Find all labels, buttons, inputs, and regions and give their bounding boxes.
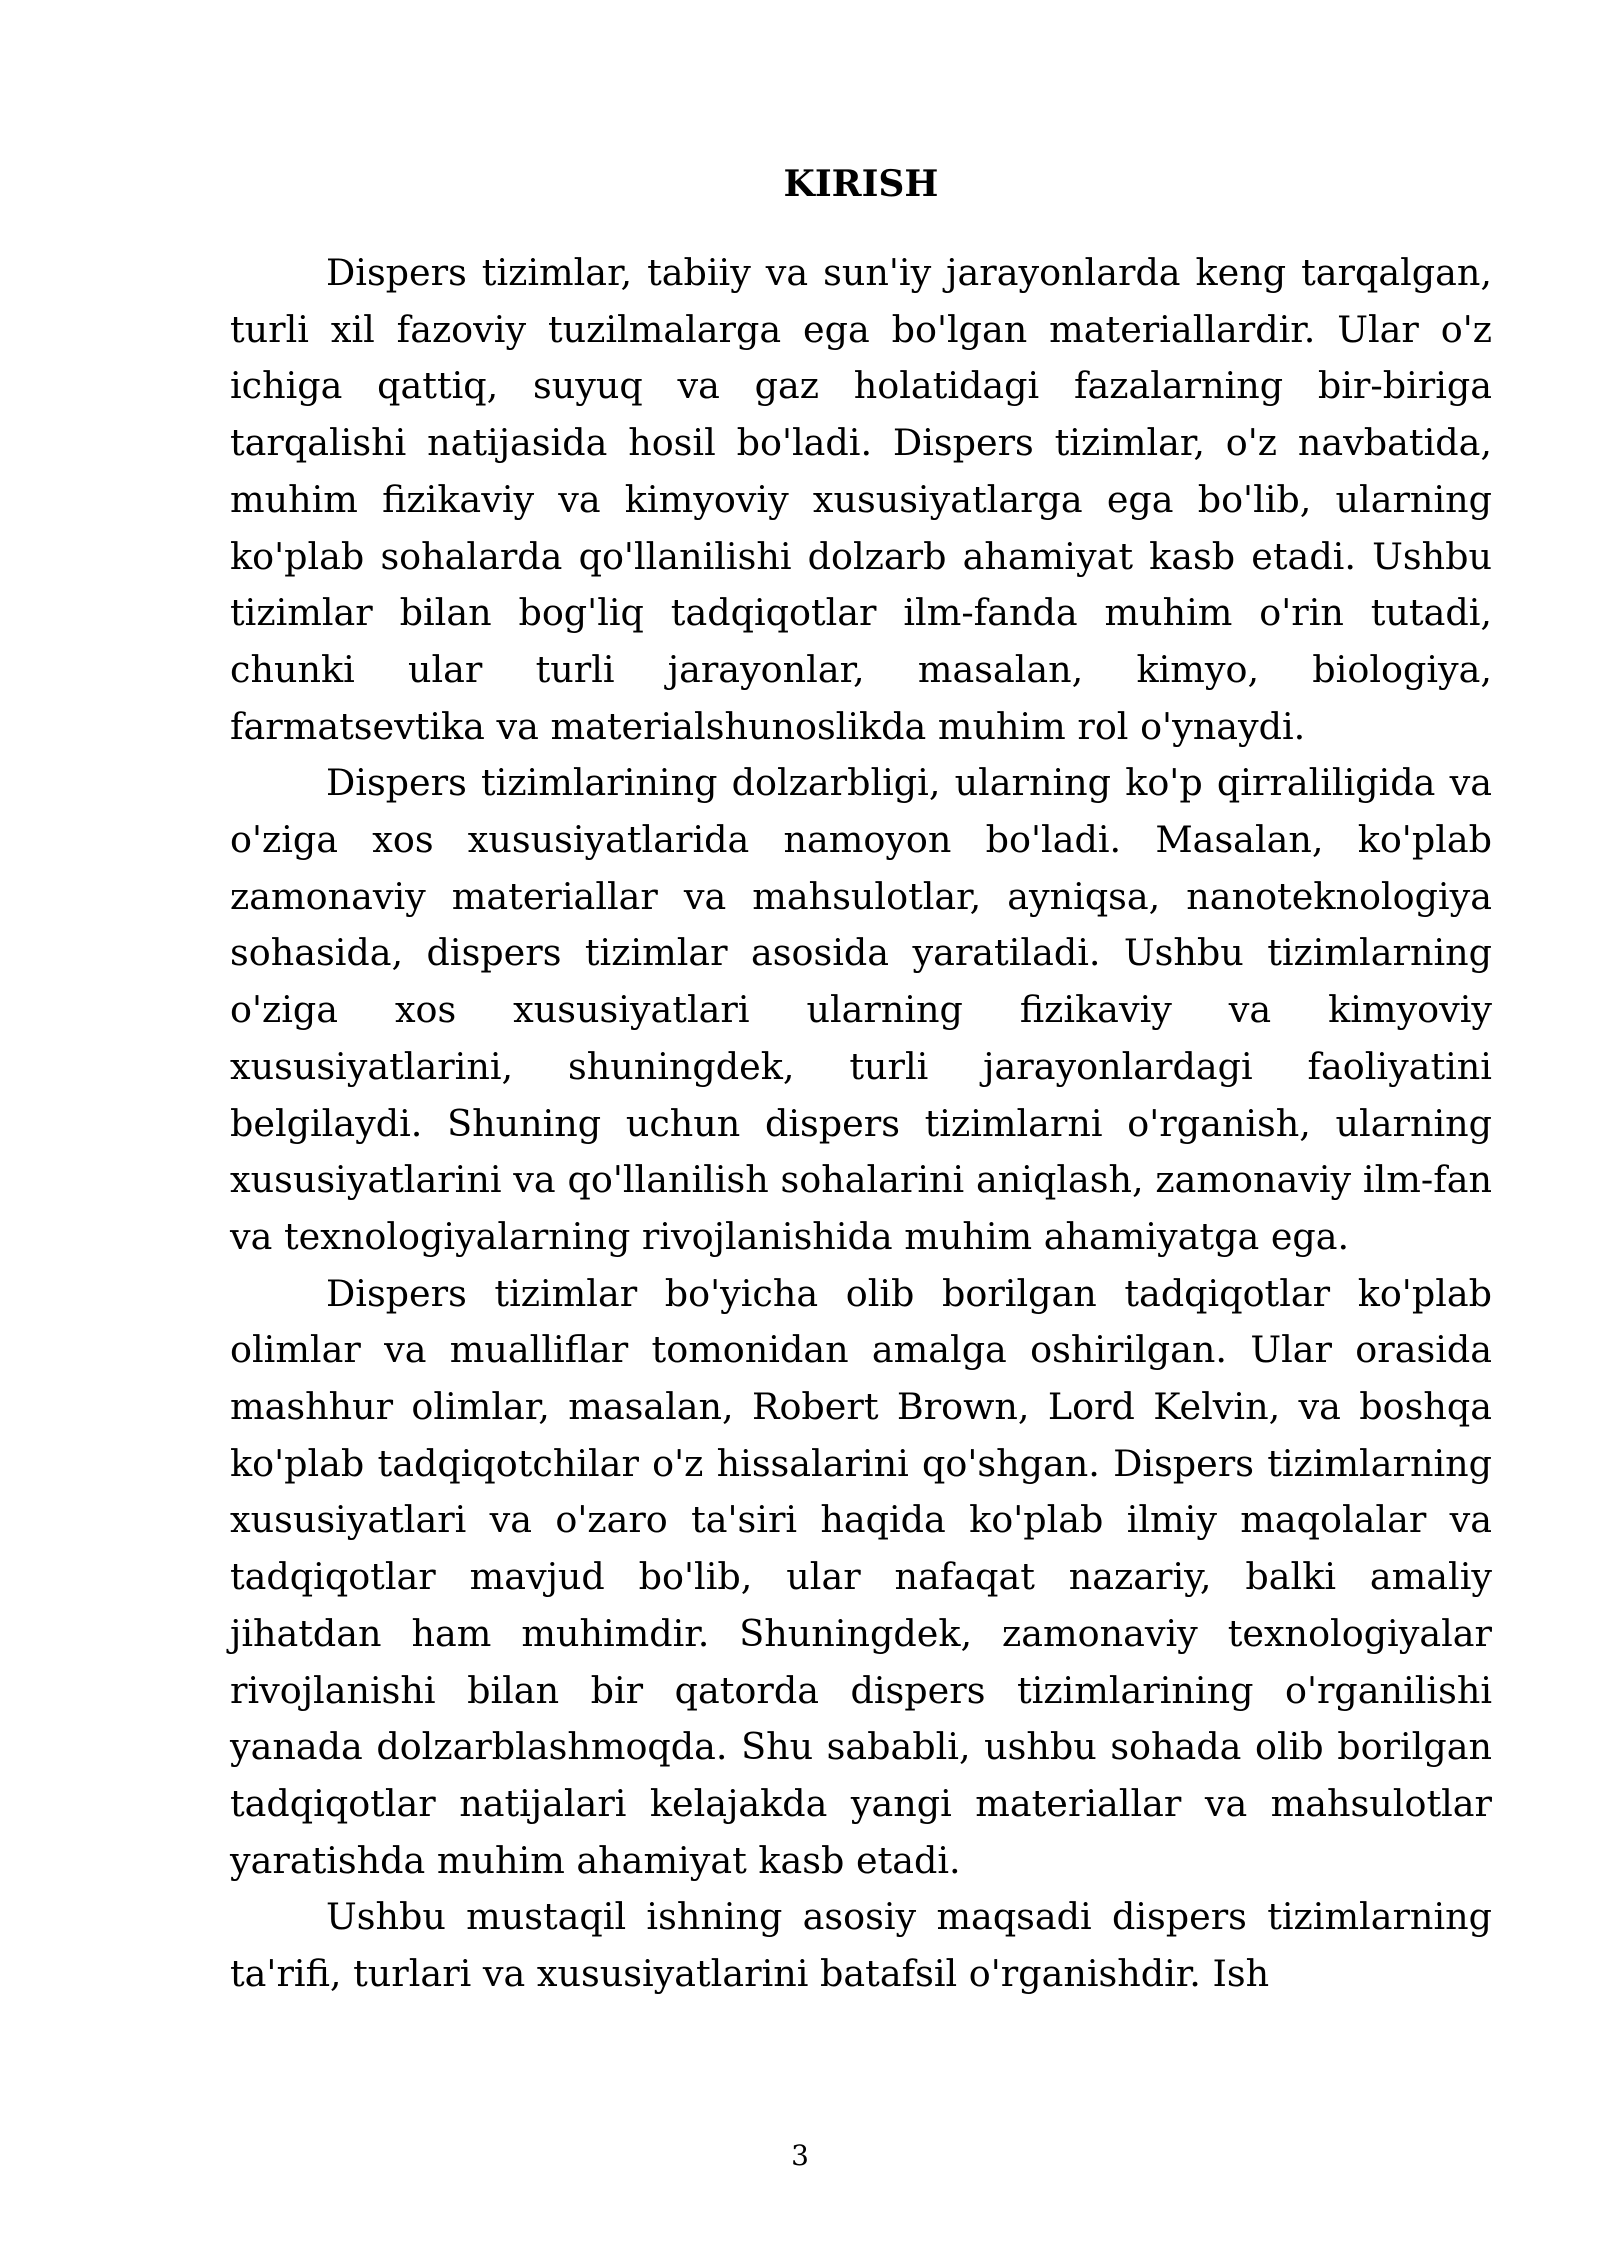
page-title: KIRISH (783, 163, 939, 205)
paragraph: Dispers tizimlar bo'yicha olib borilgan tadqiqotlar ko'plab olimlar va mualliflar tomonidan amalga oshirilgan. Ular orasida mashhur olimlar, masalan, Robert Brown, Lord Kelvin, va boshqa ko'plab tadqiqotchilar o'z hissalarini qo'shgan. Dispers tizimlarning xususiyatlari va o'zaro ta'siri haqida ko'plab ilmiy maqolalar va tadqiqotlar mavjud bo'lib, ular nafaqat nazariy, balki amaliy jihatdan ham muhimdir. Shuningdek, zamonaviy texnologiyalar rivojlanishi bilan bir qatorda dispers tizimlarining o'rganilishi yanada dolzarblashmoqda. Shu sababli, ushbu sohada olib borilgan tadqiqotlar natijalari kelajakda yangi materiallar va mahsulotlar yaratishda muhim ahamiyat kasb etadi. (230, 1271, 1492, 1882)
paragraph: Dispers tizimlarining dolzarbligi, ularning ko'p qirraliligida va o'ziga xos xususiyatlarida namoyon bo'ladi. Masalan, ko'plab zamonaviy materiallar va mahsulotlar, ayniqsa, nanoteknologiya sohasida, dispers tizimlar asosida yaratiladi. Ushbu tizimlarning o'ziga xos xususiyatlari ularning fizikaviy va kimyoviy xususiyatlarini, shuningdek, turli jarayonlardagi faoliyatini belgilaydi. Shuning uchun dispers tizimlarni o'rganish, ularning xususiyatlarini va qo'llanilish sohalarini aniqlash, zamonaviy ilm-fan va texnologiyalarning rivojlanishida muhim ahamiyatga ega. (230, 761, 1492, 1258)
page-number: 3 (791, 2139, 809, 2172)
body-text (230, 245, 1492, 2003)
paragraph: Dispers tizimlar, tabiiy va sun'iy jarayonlarda keng tarqalgan, turli xil fazoviy tuzilmalarga ega bo'lgan materiallardir. Ular o'z ichiga qattiq, suyuq va gaz holatidagi fazalarning bir-biriga tarqalishi natijasida hosil bo'ladi. Dispers tizimlar, o'z navbatida, muhim fizikaviy va kimyoviy xususiyatlarga ega bo'lib, ularning ko'plab sohalarda qo'llanilishi dolzarb ahamiyat kasb etadi. Ushbu tizimlar bilan bog'liq tadqiqotlar ilm-fanda muhim o'rin tutadi, chunki ular turli jarayonlar, masalan, kimyo, biologiya, farmatsevtika va materialshunoslikda muhim rol o'ynaydi. (230, 251, 1492, 748)
paragraph: Ushbu mustaqil ishning asosiy maqsadi dispers tizimlarning ta'rifi, turlari va xususiyatlarini batafsil o'rganishdir. Ish (230, 1895, 1492, 1996)
